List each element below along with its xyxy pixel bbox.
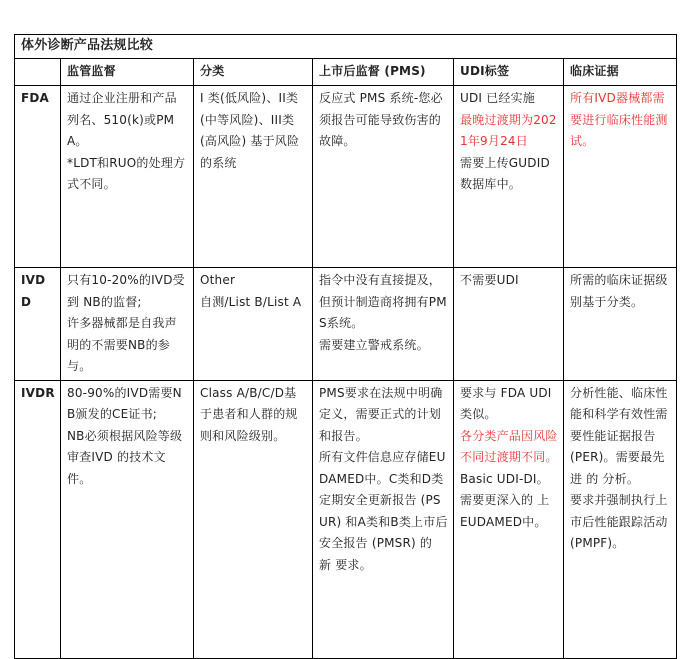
header-cell-empty <box>15 59 61 86</box>
cell-text: 需要建立警戒系统。 <box>319 337 429 352</box>
row-label-fda: FDA <box>15 86 61 268</box>
cell-text-highlight: 最晚过渡期为2021年9月24日 <box>460 112 557 148</box>
table-row-ivdd <box>15 268 677 381</box>
cell-text: 指令中没有直接提及，但预计制造商将拥有PMS系统。 <box>319 273 447 330</box>
row-label-ivdd: IVDD <box>15 268 61 381</box>
cell-ivdd-pms <box>313 268 454 381</box>
cell-ivdd-udi: 不需要UDI <box>454 268 564 381</box>
cell-fda-clinical: 所有IVD器械都需要进行临床性能测试。 <box>564 86 677 268</box>
cell-text: 许多器械都是自我声明的不需要NB的参与。 <box>67 316 177 373</box>
row-label-ivdr: IVDR <box>15 380 61 658</box>
header-supervision: 监管监督 <box>61 59 194 86</box>
cell-text: 自测/List B/List A <box>200 294 302 309</box>
cell-ivdd-supervision <box>61 268 194 381</box>
cell-fda-classification: I 类(低风险)、II类(中等风险)、III类(高风险) 基于风险的系统 <box>194 86 313 268</box>
regulation-comparison-table <box>14 34 677 659</box>
cell-fda-supervision <box>61 86 194 268</box>
cell-text: 需要上传GUDID数据库中。 <box>460 155 550 191</box>
header-udi: UDI标签 <box>454 59 564 86</box>
table-title-row <box>15 35 677 59</box>
cell-text: 只有10-20%的IVD受到 NB的监督; <box>67 273 185 309</box>
header-clinical: 临床证据 <box>564 59 677 86</box>
cell-text: *LDT和RUO的处理方式不同。 <box>67 155 186 191</box>
cell-fda-udi <box>454 86 564 268</box>
cell-ivdr-classification: Class A/B/C/D基于患者和人群的规则和风险级别。 <box>194 380 313 658</box>
header-row <box>15 59 677 86</box>
table-row-fda <box>15 86 677 268</box>
cell-text: 所有文件信息应存储EUDAMED中。C类和D类定期安全更新报告 (PSUR) 和A类和B类上市后安全报告 (PMSR) 的 新 要求。 <box>319 450 448 572</box>
table-row-ivdr <box>15 380 677 658</box>
cell-ivdd-clinical: 所需的临床证据级别基于分类。 <box>564 268 677 381</box>
header-classification: 分类 <box>194 59 313 86</box>
cell-ivdr-supervision <box>61 380 194 658</box>
cell-text: 要求并强制执行上市后性能跟踪活动 (PMPF)。 <box>570 493 668 550</box>
cell-text: 80-90%的IVD需要NB颁发的CE证书; <box>67 385 182 421</box>
cell-text: UDI 已经实施 <box>460 91 535 105</box>
cell-text: Basic UDI-DI。 需要更深入的 上 EUDAMED中。 <box>460 471 550 529</box>
table-title: 体外诊断产品法规比较 <box>15 35 677 59</box>
cell-ivdr-pms <box>313 380 454 658</box>
cell-ivdr-clinical <box>564 380 677 658</box>
cell-text: NB必须根据风险等级审查IVD 的技术文件。 <box>67 428 183 486</box>
cell-ivdr-udi <box>454 380 564 658</box>
cell-text: 通过企业注册和产品列名、510(k)或PMA。 <box>67 91 177 148</box>
cell-ivdd-classification <box>194 268 313 381</box>
cell-text-highlight: 各分类产品因风险不同过渡期不同。 <box>460 428 558 464</box>
cell-text: 分析性能、临床性能和科学有效性需要性能证据报告 (PER)。需要最先 进 的 分析。 <box>570 385 668 486</box>
cell-text: PMS要求在法规中明确定义，需要正式的计划和报告。 <box>319 385 443 443</box>
cell-text: 要求与 FDA UDI类似。 <box>460 385 552 421</box>
header-pms: 上市后监督 (PMS) <box>313 59 454 86</box>
cell-text: Other <box>200 273 236 287</box>
cell-fda-pms: 反应式 PMS 系统-您必须报告可能导致伤害的故障。 <box>313 86 454 268</box>
